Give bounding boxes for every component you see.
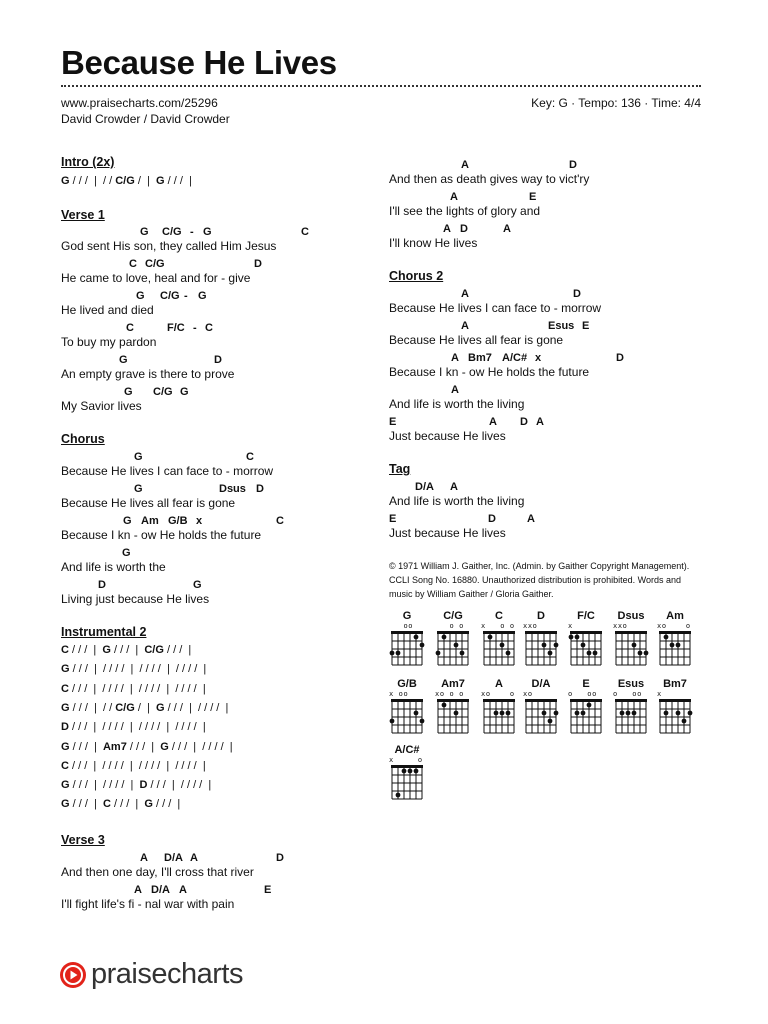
string-markers: x oo — [389, 690, 423, 698]
lyric-line: Because He lives I can face to - morrow — [61, 464, 274, 478]
lyric-line: I'll fight life's fi - nal war with pain — [61, 897, 235, 911]
finger-dot — [390, 719, 395, 724]
chord-symbol: C — [129, 258, 137, 270]
bar-slashes: / / / | / / / / | / / / / | / / / / | — [68, 682, 206, 695]
finger-dot — [575, 711, 580, 716]
section-chorus-2: Chorus 2 — [389, 269, 444, 283]
chord-symbol: G — [124, 386, 133, 398]
chord-symbol: A — [451, 352, 459, 364]
string-markers: o oo — [568, 690, 602, 698]
chord-symbol: A — [190, 852, 198, 864]
chord-symbol: C/G — [162, 226, 182, 238]
finger-dot — [414, 635, 419, 640]
fretboard-grid — [435, 630, 471, 668]
chord-symbol: A — [461, 320, 469, 332]
chord-diagram-name: Am7 — [441, 678, 465, 690]
chord-symbol: C/G — [160, 290, 180, 302]
section-verse-1: Verse 1 — [61, 208, 105, 222]
chord-symbol: G — [134, 451, 143, 463]
title-divider — [61, 85, 701, 87]
finger-dot — [420, 643, 425, 648]
chord-symbol: G — [134, 483, 143, 495]
bar-slashes: / / / | — [126, 740, 161, 753]
finger-dot — [587, 703, 592, 708]
lyric-line: God sent His son, they called Him Jesus — [61, 239, 277, 253]
bar-slashes: / / / | — [164, 175, 192, 187]
lyric-line: He lived and died — [61, 303, 154, 317]
string-markers: oo — [389, 622, 423, 630]
bar-slashes: / | — [134, 175, 156, 187]
chord-symbol: D/A — [164, 852, 183, 864]
finger-dot — [593, 651, 598, 656]
chord-bar-row — [61, 663, 206, 675]
finger-dot — [620, 711, 625, 716]
fretboard-grid — [613, 630, 649, 668]
bar-slashes: / / / | — [69, 798, 103, 811]
chord-symbol: D — [139, 779, 148, 792]
chord-symbol: C/G — [115, 701, 135, 714]
chord-symbol: E — [582, 320, 590, 332]
bar-slashes: / / / | — [163, 644, 192, 656]
lyric-line: My Savior lives — [61, 399, 142, 413]
finger-dot — [638, 651, 643, 656]
chord-symbol: G — [155, 701, 165, 714]
bar-slashes: / / / | — [152, 798, 181, 811]
fretboard-grid — [613, 698, 649, 736]
string-markers: xo o o — [435, 690, 469, 698]
section-chorus: Chorus — [61, 432, 105, 446]
lyric-line: An empty grave is there to prove — [61, 367, 235, 381]
bar-slashes: / / / | / / / / | / / / / | / / / / | — [69, 663, 207, 676]
chord-symbol: G — [160, 740, 169, 753]
chord-diagram-name: C — [495, 610, 503, 622]
chord-symbol: A — [489, 416, 497, 428]
chord-symbol: D — [61, 721, 69, 734]
chord-diagram-name: G/B — [397, 678, 417, 690]
finger-dot — [632, 643, 637, 648]
finger-dot — [569, 635, 574, 640]
chord-symbol: A — [461, 288, 469, 300]
finger-dot — [632, 711, 637, 716]
finger-dot — [442, 703, 447, 708]
fretboard-grid — [568, 698, 604, 736]
chord-symbol: D/A — [415, 481, 434, 493]
bar-slashes: / / / | / / / / | — [147, 779, 212, 792]
chord-symbol: Dsus — [219, 483, 246, 495]
chord-bar-row — [61, 798, 180, 810]
chord-symbol: C/G — [144, 644, 164, 656]
chord-bar-row — [61, 760, 206, 772]
bar-slashes: / / / | — [110, 644, 145, 656]
chord-symbol: G — [61, 663, 70, 676]
chord-symbol: G — [102, 644, 111, 656]
chord-diagram-name: Bm7 — [663, 678, 687, 690]
song-key-info: Key: G · Tempo: 136 · Time: 4/4 — [531, 96, 701, 110]
chord-bar-row — [61, 721, 206, 733]
finger-dot — [688, 711, 693, 716]
chord-diagram-name: D/A — [531, 678, 551, 690]
section-verse-3: Verse 3 — [61, 833, 105, 847]
finger-dot — [676, 711, 681, 716]
finger-dot — [626, 711, 631, 716]
chord-symbol: x — [535, 352, 542, 364]
bar-slashes: / / / | / / / / | — [69, 779, 140, 792]
chord-symbol: G — [198, 290, 207, 302]
song-url[interactable]: www.praisecharts.com/25296 — [61, 96, 218, 110]
finger-dot — [408, 769, 413, 774]
chord-symbol: C/G — [145, 258, 165, 270]
chord-symbol: C — [102, 798, 111, 811]
chord-symbol: D — [569, 159, 577, 171]
finger-dot — [488, 635, 493, 640]
lyric-line: Because He lives all fear is gone — [389, 333, 564, 347]
finger-dot — [442, 635, 447, 640]
chord-symbol: A — [503, 223, 511, 235]
lyric-line: And then one day, I'll cross that river — [61, 865, 254, 879]
chord-symbol: D — [488, 513, 496, 525]
bar-slashes: / / / | / / / / | / / / / | / / / / | — [68, 759, 206, 772]
lyric-line: I'll know He lives — [389, 236, 478, 250]
chord-symbol: - — [190, 226, 194, 238]
lyric-line: Because I kn - ow He holds the future — [389, 365, 590, 379]
chord-symbol: D/A — [151, 884, 170, 896]
finger-dot — [682, 719, 687, 724]
chord-diagram-name: Am — [666, 610, 684, 622]
bar-slashes: / / / | — [69, 740, 103, 753]
chord-symbol: C — [246, 451, 254, 463]
finger-dot — [396, 793, 401, 798]
string-markers: x o — [389, 756, 423, 764]
finger-dot — [664, 635, 669, 640]
chord-diagram-name: F/C — [577, 610, 595, 622]
chord-diagram-name: C/G — [443, 610, 463, 622]
chord-symbol: C — [276, 515, 284, 527]
finger-dot — [644, 651, 649, 656]
section-instrumental-2: Instrumental 2 — [61, 625, 147, 639]
chord-diagram-name: D — [537, 610, 545, 622]
bar-slashes: / / / | / / — [69, 175, 116, 187]
chord-symbol: A — [461, 159, 469, 171]
fretboard-grid — [435, 698, 471, 736]
finger-dot — [506, 651, 511, 656]
chord-symbol: A — [450, 191, 458, 203]
chord-symbol: A — [140, 852, 148, 864]
chord-bar-row — [61, 644, 191, 656]
chord-symbol: E — [529, 191, 537, 203]
chord-symbol: A — [536, 416, 544, 428]
chord-diagram-name: G — [402, 610, 412, 622]
lyric-line: Because I kn - ow He holds the future — [61, 528, 262, 542]
chord-symbol: E — [389, 513, 397, 525]
chord-diagram-name: Esus — [617, 678, 645, 690]
chord-symbol: F/C — [167, 322, 185, 334]
chord-symbol: G — [180, 386, 189, 398]
lyric-line: Just because He lives — [389, 429, 506, 443]
fretboard-grid — [523, 698, 559, 736]
chord-bar-row — [61, 702, 228, 714]
chord-symbol: A/C# — [502, 352, 528, 364]
lyric-line: And then as death gives way to vict'ry — [389, 172, 590, 186]
chord-diagram-name: A/C# — [394, 744, 420, 756]
fretboard-grid — [389, 698, 425, 736]
chord-symbol: A — [179, 884, 187, 896]
finger-dot — [581, 711, 586, 716]
bar-slashes: / / / | — [110, 798, 145, 811]
chord-symbol: C — [61, 644, 69, 656]
string-markers: x — [568, 622, 602, 630]
lyric-line: Because He lives I can face to - morrow — [389, 301, 602, 315]
chord-symbol: A — [451, 384, 459, 396]
chord-symbol: Am7 — [102, 740, 127, 753]
chord-symbol: A — [527, 513, 535, 525]
chord-symbol: G — [155, 175, 165, 187]
finger-dot — [420, 719, 425, 724]
finger-dot — [676, 643, 681, 648]
chord-symbol: G — [203, 226, 212, 238]
chord-symbol: E — [389, 416, 397, 428]
finger-dot — [670, 643, 675, 648]
finger-dot — [581, 643, 586, 648]
chord-bar-row — [61, 779, 211, 791]
chord-symbol: C — [205, 322, 213, 334]
chord-symbol: G — [61, 798, 70, 811]
finger-dot — [664, 711, 669, 716]
song-title: Because He Lives — [61, 44, 337, 81]
lyric-line: To buy my pardon — [61, 335, 157, 349]
chord-symbol: D — [573, 288, 581, 300]
chord-symbol: C — [61, 682, 69, 695]
string-markers: x o o — [481, 622, 515, 630]
chord-symbol: G — [144, 798, 153, 811]
chord-symbol: G — [123, 515, 132, 527]
bar-slashes: / / / | — [68, 644, 103, 656]
finger-dot — [575, 635, 580, 640]
finger-dot — [436, 651, 441, 656]
chord-symbol: Esus — [548, 320, 575, 332]
string-markers: xo o — [481, 690, 515, 698]
chord-symbol: D — [616, 352, 624, 364]
string-markers: xxo — [613, 622, 647, 630]
section-intro: Intro (2x) — [61, 155, 115, 169]
fretboard-grid — [523, 630, 559, 668]
chord-symbol: C — [301, 226, 309, 238]
chord-symbol: G — [136, 290, 145, 302]
bar-slashes: / | — [134, 701, 156, 714]
bar-slashes: / / / | / / — [69, 701, 116, 714]
lyric-line: And life is worth the living — [389, 397, 525, 411]
chord-symbol: D — [256, 483, 264, 495]
chord-symbol: Bm7 — [468, 352, 492, 364]
string-markers: x — [657, 690, 691, 698]
lyric-line: And life is worth the — [61, 560, 166, 574]
logo-text: praisecharts — [91, 958, 243, 990]
chord-symbol: D — [520, 416, 528, 428]
song-authors: David Crowder / David Crowder — [61, 112, 230, 126]
chord-symbol: D — [98, 579, 106, 591]
finger-dot — [460, 651, 465, 656]
chord-symbol: Am — [141, 515, 159, 527]
lyric-line: I'll see the lights of glory and — [389, 204, 541, 218]
chord-diagram-name: E — [582, 678, 590, 690]
fretboard-grid — [568, 630, 604, 668]
fretboard-grid — [657, 630, 693, 668]
finger-dot — [494, 711, 499, 716]
chord-symbol: G — [122, 547, 131, 559]
chord-symbol: C — [126, 322, 134, 334]
finger-dot — [390, 651, 395, 656]
chord-bar-row — [61, 175, 192, 187]
play-icon — [60, 962, 86, 988]
lyric-line: He came to love, heal and for - give — [61, 271, 251, 285]
finger-dot — [414, 769, 419, 774]
finger-dot — [554, 711, 559, 716]
chord-symbol: D — [460, 223, 468, 235]
finger-dot — [402, 769, 407, 774]
copyright-notice: © 1971 William J. Gaither, Inc. (Admin. by Gaither Copyright Management). CCLI Song No. 16880. Unauthorized distribution is prohibited. Words and music by William Gaither / Gloria Gaither. — [389, 561, 690, 599]
chord-bar-row — [61, 683, 206, 695]
fretboard-grid — [389, 630, 425, 668]
chord-symbol: A — [134, 884, 142, 896]
chord-symbol: C/G — [153, 386, 173, 398]
chord-symbol: G — [61, 740, 70, 753]
lyric-line: Because He lives all fear is gone — [61, 496, 236, 510]
string-markers: xo o — [657, 622, 691, 630]
finger-dot — [548, 651, 553, 656]
chord-symbol: G — [193, 579, 202, 591]
finger-dot — [542, 643, 547, 648]
chord-symbol: C/G — [115, 175, 135, 187]
fretboard-grid — [389, 764, 425, 802]
fretboard-grid — [481, 698, 517, 736]
finger-dot — [506, 711, 511, 716]
finger-dot — [542, 711, 547, 716]
finger-dot — [500, 711, 505, 716]
chord-symbol: A — [443, 223, 451, 235]
string-markers: o oo — [613, 690, 647, 698]
fretboard-grid — [657, 698, 693, 736]
string-markers: xo — [523, 690, 557, 698]
praisecharts-logo[interactable] — [60, 958, 243, 991]
chord-diagram-name: Dsus — [617, 610, 645, 622]
chord-symbol: - — [184, 290, 188, 302]
finger-dot — [454, 711, 459, 716]
finger-dot — [554, 643, 559, 648]
bar-slashes: / / / | / / / / | — [168, 740, 233, 753]
chord-symbol: - — [193, 322, 197, 334]
chord-symbol: G — [61, 175, 70, 187]
chord-symbol: G/B — [168, 515, 188, 527]
finger-dot — [396, 651, 401, 656]
finger-dot — [500, 643, 505, 648]
chord-symbol: D — [214, 354, 222, 366]
chord-bar-row — [61, 741, 233, 753]
chord-symbol: C — [61, 759, 69, 772]
bar-slashes: / / / | / / / / | / / / / | / / / / | — [68, 721, 206, 734]
section-tag: Tag — [389, 462, 411, 476]
fretboard-grid — [481, 630, 517, 668]
string-markers: o o — [435, 622, 469, 630]
finger-dot — [454, 643, 459, 648]
string-markers: xxo — [523, 622, 557, 630]
chord-symbol: A — [450, 481, 458, 493]
chord-diagram-name: A — [495, 678, 503, 690]
lyric-line: Living just because He lives — [61, 592, 210, 606]
finger-dot — [548, 719, 553, 724]
chord-symbol: D — [276, 852, 284, 864]
finger-dot — [414, 711, 419, 716]
chord-symbol: G — [61, 701, 70, 714]
lyric-line: And life is worth the living — [389, 494, 525, 508]
chord-symbol: G — [61, 779, 70, 792]
finger-dot — [587, 651, 592, 656]
lyric-line: Just because He lives — [389, 526, 506, 540]
chord-symbol: D — [254, 258, 262, 270]
chord-symbol: G — [140, 226, 149, 238]
chord-symbol: E — [264, 884, 272, 896]
bar-slashes: / / / | / / / / | — [164, 701, 229, 714]
chord-symbol: x — [196, 515, 203, 527]
chord-symbol: G — [119, 354, 128, 366]
